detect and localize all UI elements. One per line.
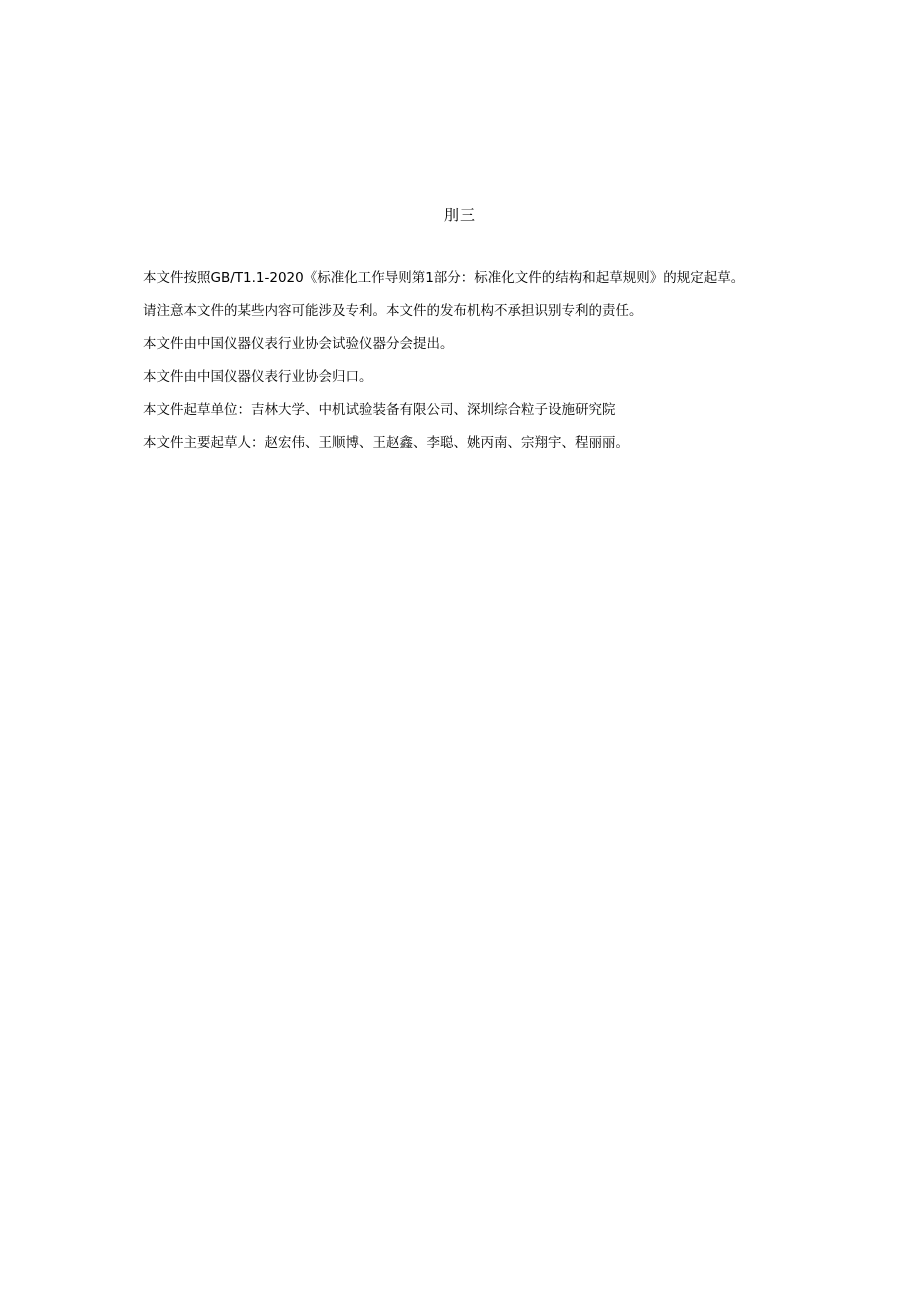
foreword-title: 刖三 (443, 206, 476, 224)
paragraph-centralized-unit: 本文件由中国仪器仪表行业协会归口。 (143, 369, 373, 385)
paragraph-drafting-rules: 本文件按照GB/T1.1-2020《标准化工作导则第1部分：标准化文件的结构和起草规则》的规定起草。 (143, 270, 745, 286)
paragraph-drafters: 本文件主要起草人：赵宏伟、王顺博、王赵鑫、李聪、姚丙南、宗翔宇、程丽丽。 (143, 435, 629, 451)
paragraph-proposer: 本文件由中国仪器仪表行业协会试验仪器分会提出。 (143, 336, 454, 352)
foreword-body (143, 268, 883, 466)
paragraph-drafting-units: 本文件起草单位：吉林大学、中机试验装备有限公司、深圳综合粒子设施研究院 (143, 402, 616, 418)
paragraph-patent-notice: 请注意本文件的某些内容可能涉及专利。本文件的发布机构不承担识别专利的责任。 (143, 303, 643, 319)
